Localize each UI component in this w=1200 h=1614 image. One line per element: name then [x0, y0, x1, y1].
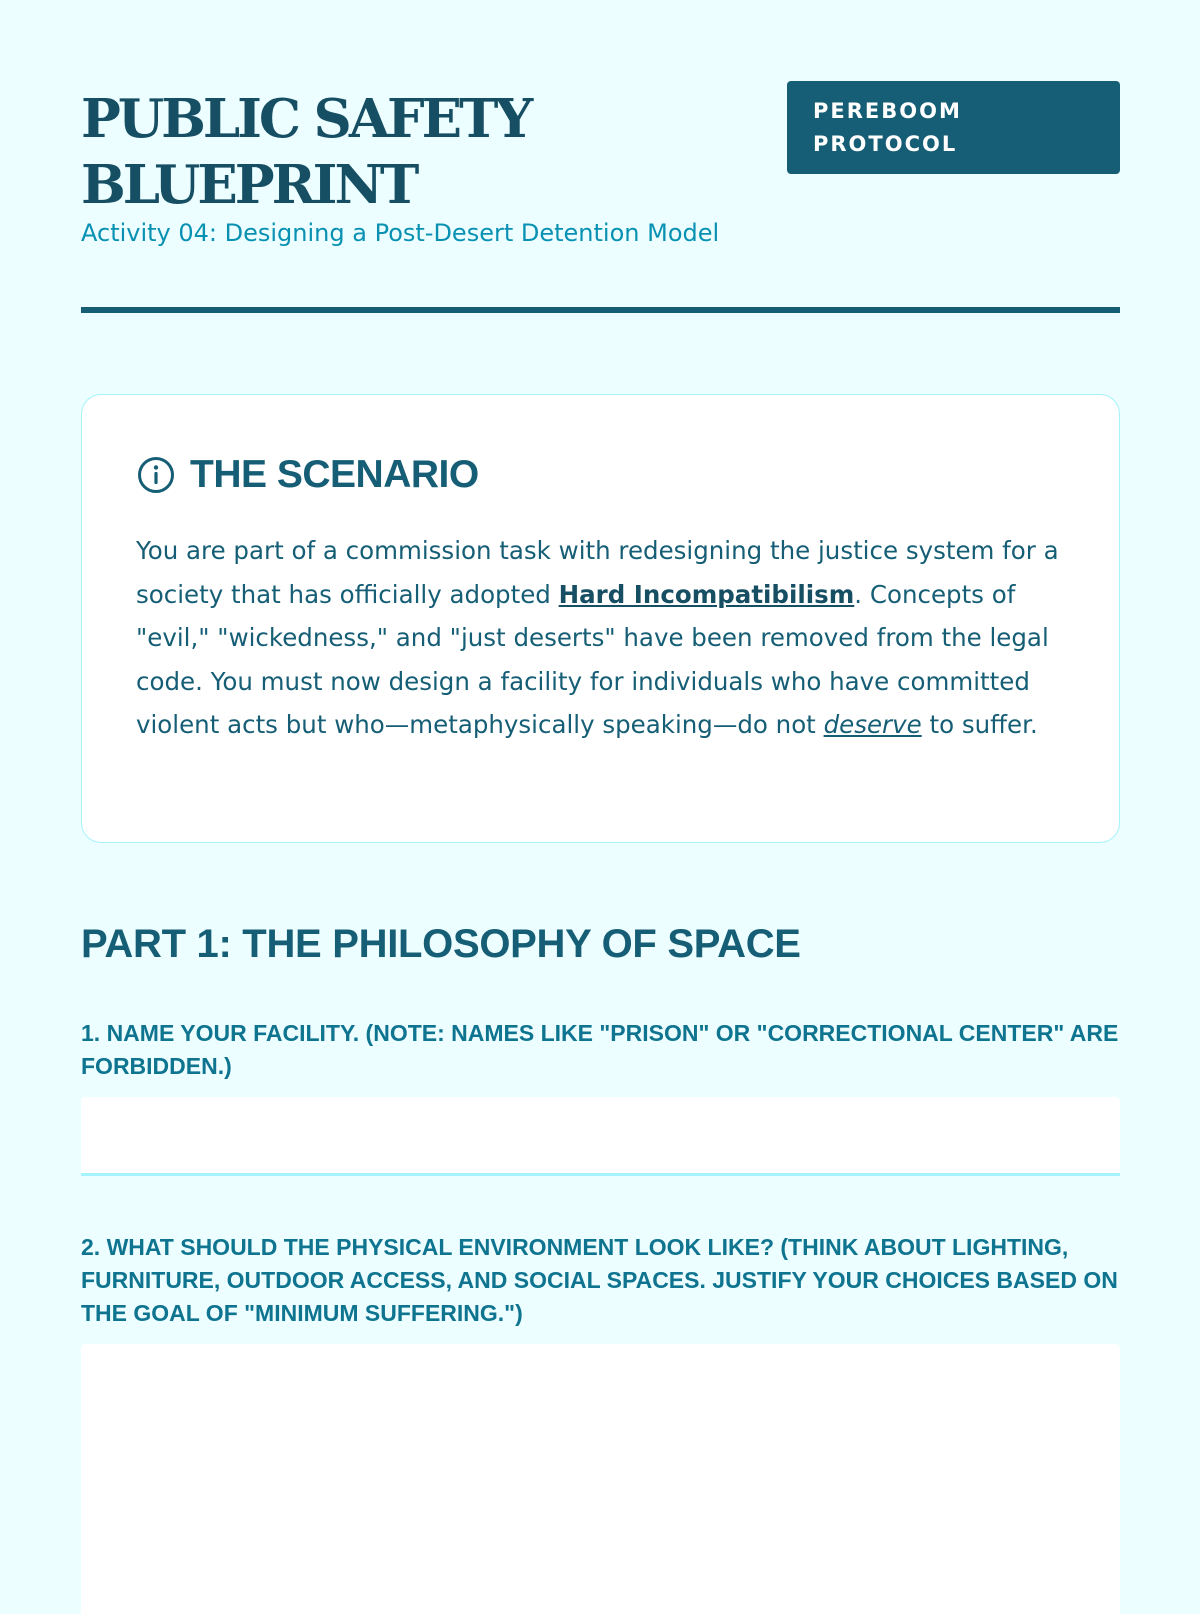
scenario-text [136, 529, 1066, 747]
worksheet-page [81, 0, 1120, 1326]
part-1-title: PART 1: THE PHILOSOPHY OF SPACE [81, 922, 801, 966]
environment-answer-textarea[interactable] [81, 1344, 1120, 1614]
hard-incompatibilism-term: Hard Incompatibilism [558, 579, 855, 609]
info-icon [136, 455, 176, 495]
title-line-1: PUBLIC SAFETY [81, 88, 531, 150]
scenario-card [81, 394, 1120, 843]
header-divider [81, 307, 1120, 313]
scenario-title: THE SCENARIO [190, 453, 479, 496]
page-subtitle: Activity 04: Designing a Post-Desert Detention Model [81, 219, 720, 247]
scenario-text-part-3: to suffer. [921, 710, 1038, 739]
title-line-2: BLUEPRINT [81, 154, 417, 216]
deserve-emphasis: deserve [823, 710, 922, 739]
scenario-text-part-1: You are part of a commission task with redesigning the justice system for a society that has officially adopted [136, 536, 1059, 609]
badge-line-1: PEREBOOM [813, 99, 962, 123]
worksheet-header [81, 0, 1120, 314]
scenario-heading [136, 453, 479, 497]
question-1-label: 1. NAME YOUR FACILITY. (NOTE: NAMES LIKE "PRISON" OR "CORRECTIONAL CENTER" ARE FORBIDDEN.) [81, 1020, 1119, 1079]
badge-line-2: PROTOCOL [813, 132, 958, 156]
protocol-badge [787, 81, 1120, 174]
scenario-text-part-2: . Concepts of "evil," "wickedness," and "just deserts" have been removed from the legal code. You must now design a facility for individuals who have committed violent acts but who—metaphysically speaking—do not [136, 579, 1049, 739]
page-title [81, 86, 641, 218]
facility-name-input[interactable] [81, 1097, 1120, 1176]
question-2-label: 2. WHAT SHOULD THE PHYSICAL ENVIRONMENT LOOK LIKE? (THINK ABOUT LIGHTING, FURNITURE, OUTDOOR ACCESS, AND SOCIAL SPACES. JUSTIFY YOUR CHOICES BASED ON THE GOAL OF "MINIMUM SUFFERING.") [81, 1234, 1118, 1326]
